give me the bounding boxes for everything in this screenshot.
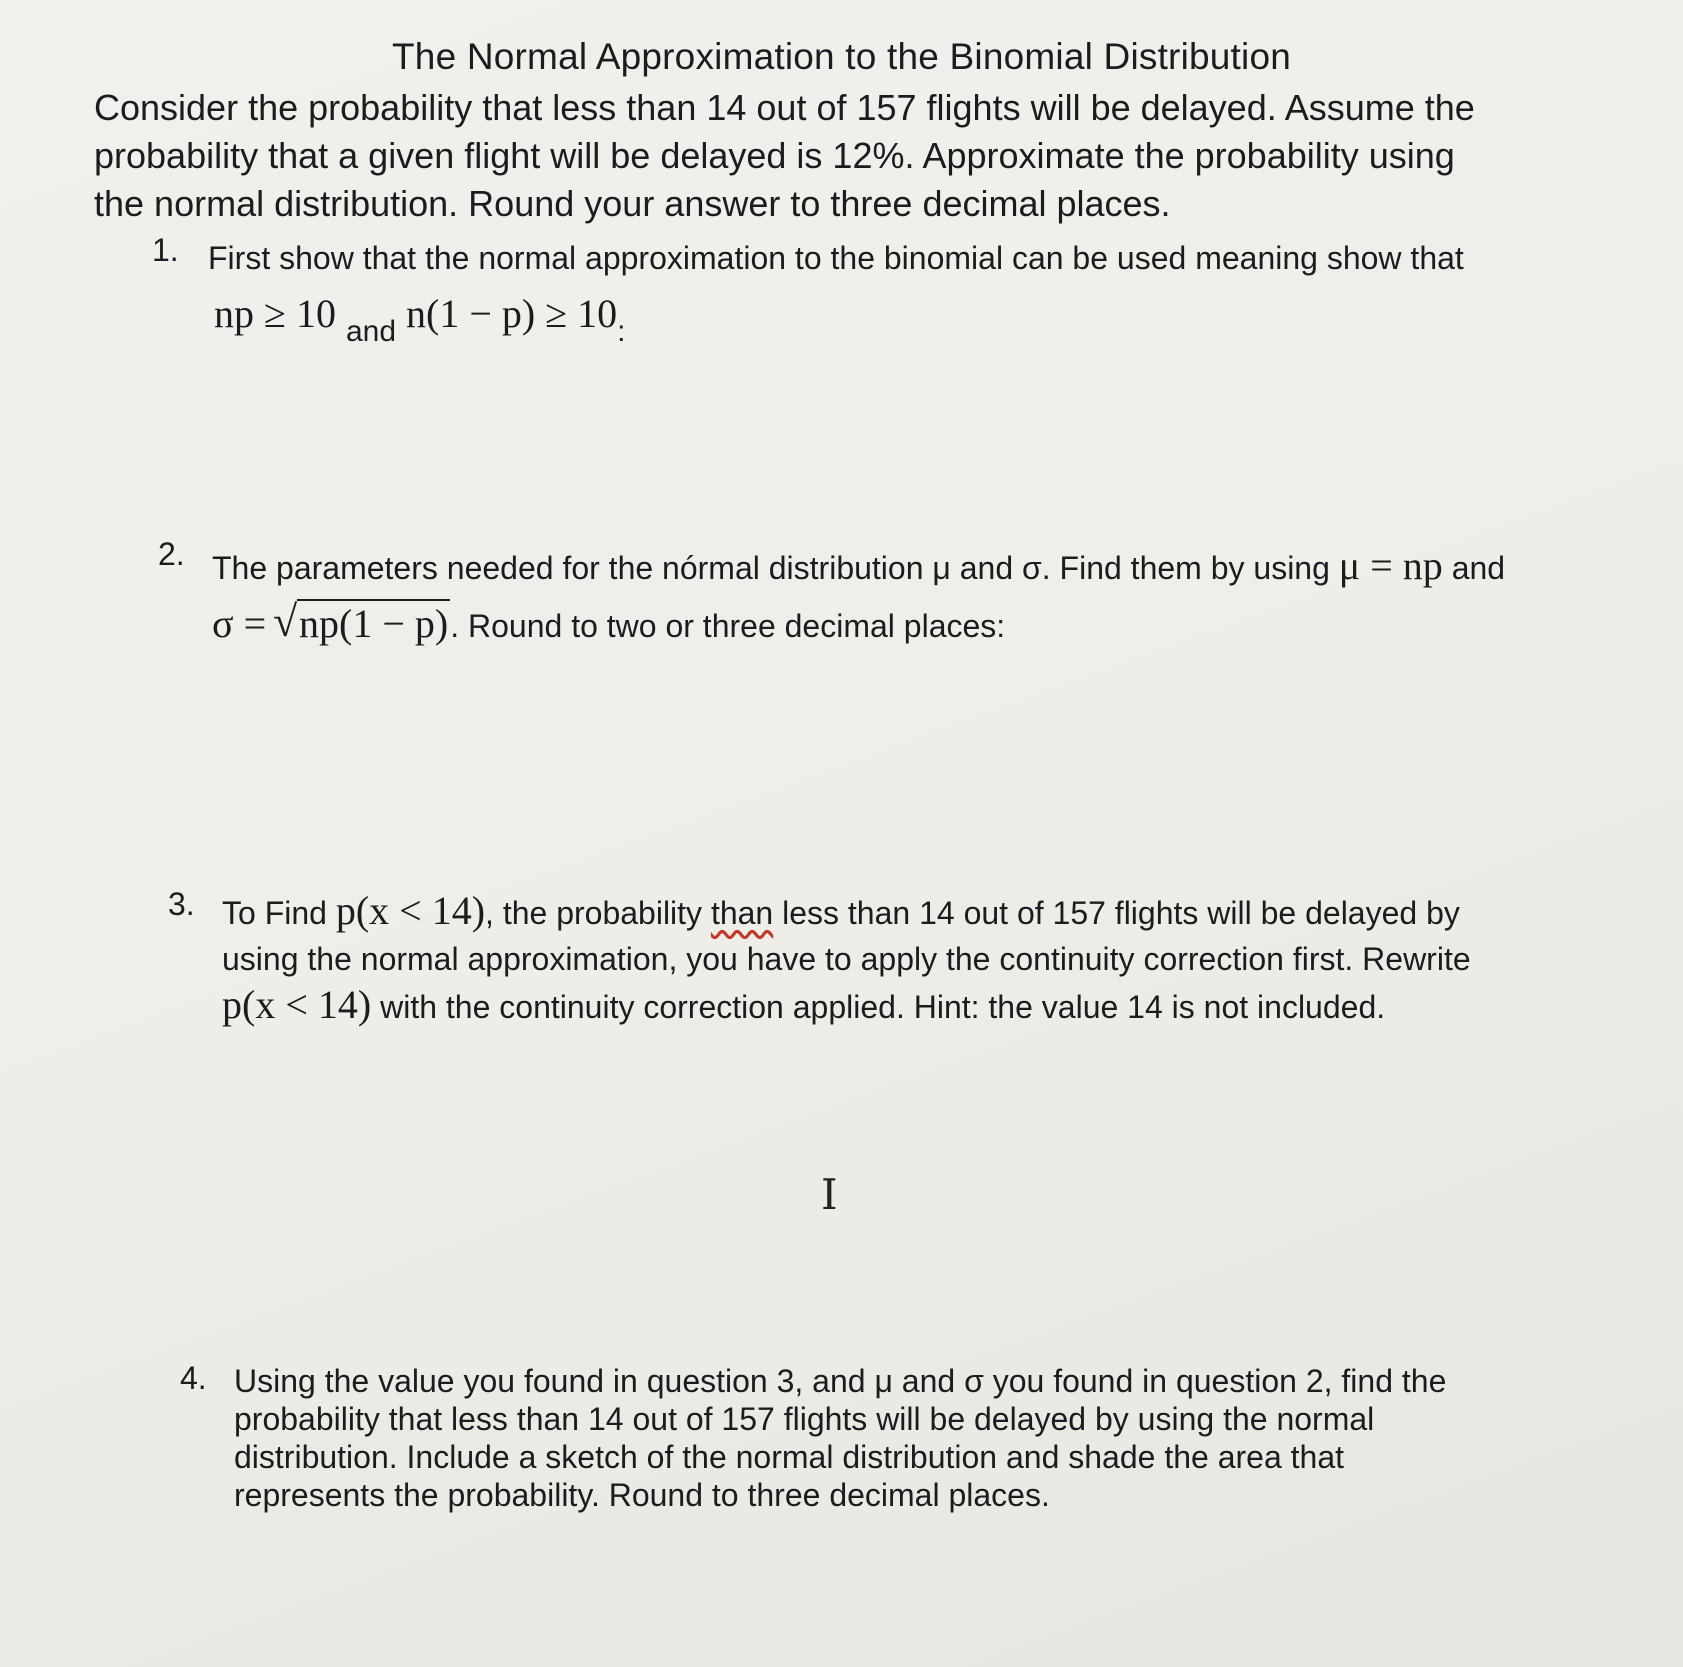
text-cursor-icon: I [821, 1170, 838, 1219]
question-2-and: and [1451, 550, 1506, 586]
problem-intro: Consider the probability that less than 14 out of 157 flights will be delayed. Assume the probability that a given flight will be delayed is 12%. Approximate the probability using the normal distribution. Round your answer to three decimal places. [94, 87, 1475, 224]
question-1-formulas [214, 291, 626, 352]
question-3-text-d: with the continuity correction applied. Hint: the value 14 is not included. [380, 989, 1386, 1025]
formula-p-x-lt-14-second: p(x < 14) [222, 982, 372, 1027]
question-2-number: 2. [158, 536, 185, 572]
misspelled-word: than [710, 895, 774, 931]
formula-colon: : [617, 315, 626, 348]
page-title: The Normal Approximation to the Binomial Distribution [392, 36, 1291, 77]
question-2-text: The parameters needed for the nórmal distribution μ and σ. Find them by using [212, 550, 1330, 586]
formula-mu: μ = np [1338, 543, 1443, 588]
question-3-text-b: , the probability [485, 895, 703, 931]
question-1-number: 1. [152, 232, 179, 268]
connector-and: and [345, 315, 397, 348]
formula-np: np ≥ 10 [214, 291, 336, 336]
formula-sigma-radicand: np(1 − p) [299, 601, 449, 646]
question-2-text-b: . Round to two or three decimal places: [450, 608, 1006, 644]
formula-p-x-lt-14: p(x < 14) [335, 888, 486, 933]
question-3-text-a: To Find [222, 895, 327, 931]
question-4-text: Using the value you found in question 3, and μ and σ you found in question 2, find the probability that less than 14 out of 157 flights will be delayed by using the normal distribution. Include a sketch of the normal distribution and shade the area that represents the probability. Round to three decimal places. [234, 1363, 1447, 1513]
formula-sigma-lhs: σ = [212, 601, 267, 646]
question-4 [234, 1362, 1474, 1514]
question-1-text: First show that the normal approximation to the binomial can be used meaning show that [208, 240, 1464, 276]
question-2 [212, 538, 1522, 654]
question-1 [208, 238, 1498, 278]
question-3-number: 3. [168, 886, 195, 922]
formula-n-one-minus-p: n(1 − p) ≥ 10 [406, 291, 618, 336]
question-3-text-c: less than 14 out of 157 flights will be delayed by using the normal approximation, you have to apply the continuity correction first. Rewrite [222, 895, 1471, 977]
question-4-number: 4. [180, 1360, 207, 1396]
question-3 [222, 888, 1522, 1030]
sqrt-icon [275, 596, 450, 652]
